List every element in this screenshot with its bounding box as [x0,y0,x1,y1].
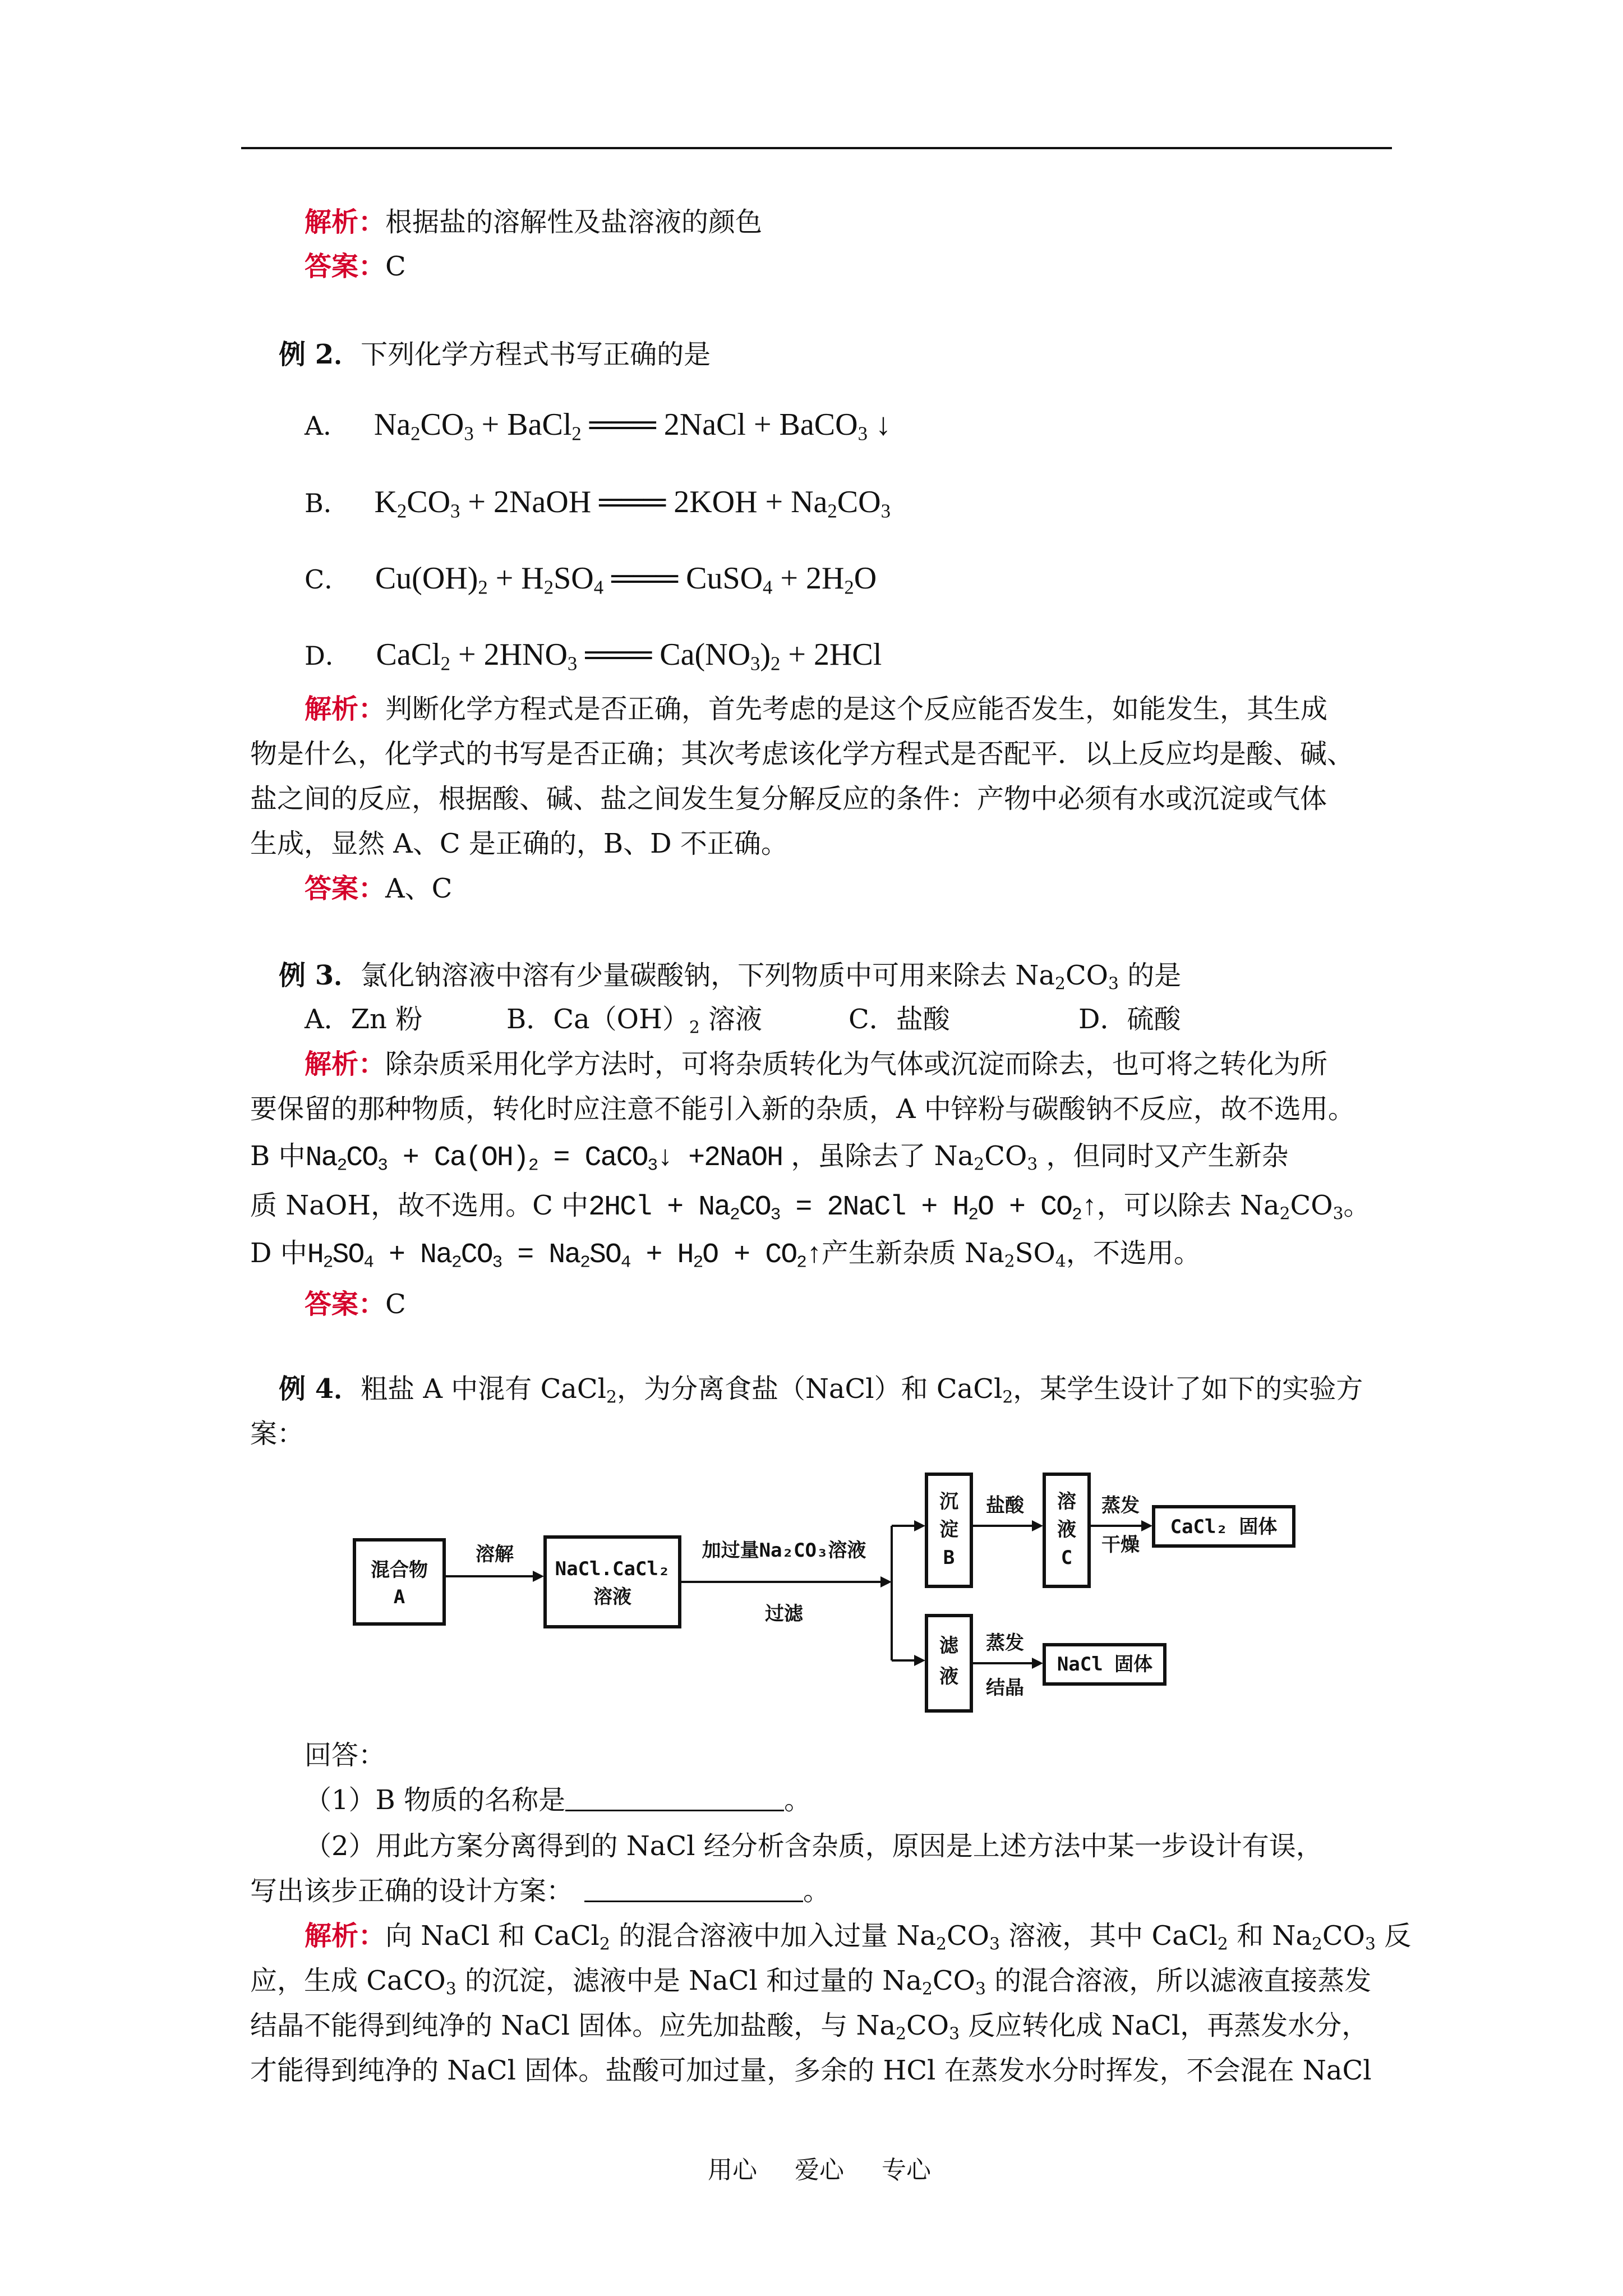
option-letter: A． [305,411,349,441]
ex3-analysis-line-2: 要保留的那种物质，转化时应注意不能引入新的杂质，A 中锌粉与碳酸钠不反应，故不选用。 [250,1093,1355,1125]
box-solution-line1: NaCl.CaCl₂ [555,1558,670,1580]
ex4-analysis-line-2: 应，生成 CaCO$_3$ 的沉淀，滤液中是 NaCl 和过量的 $Na_2CO_3$ 的混合溶液，所以滤液直接蒸发 [250,1965,1372,1999]
analysis-label: 解析： [305,206,386,238]
ex2-analysis-line-2: 物是什么，化学式的书写是否正确；其次考虑该化学方程式是否配平．以上反应均是酸、碱、 [250,738,1354,770]
footer-word-1: 用心 [708,2156,757,2184]
example-3-question: 例 3．氯化钠溶液中溶有少量碳酸钠，下列物质中可用来除去 $Na_2CO_3$ 的是 [279,960,1182,994]
ex4-analysis-line-3: 结晶不能得到纯净的 NaCl 固体。应先加盐酸，与 $Na_2CO_3$ 反应转化成 NaCl，再蒸发水分， [250,2010,1369,2044]
label-dissolve: 溶解 [476,1543,514,1566]
q2-answer-blank[interactable] [584,1878,803,1902]
label-hcl: 盐酸 [986,1494,1024,1517]
ex4-analysis-line-4: 才能得到纯净的 NaCl 固体。盐酸可加过量，多余的 HCl 在蒸发水分时挥发，不会混在 NaCl [250,2055,1372,2086]
ex3-options [305,1003,1181,1036]
label-filter: 过滤 [765,1603,803,1625]
ex3-answer: 答案：C [305,1289,406,1320]
ex4-q1: （1）B 物质的名称是 。 [305,1784,811,1816]
ex2-option-a [305,407,891,445]
footer-word-3: 专心 [882,2156,931,2184]
svg-text:液: 液 [939,1665,958,1688]
svg-text:蒸发: 蒸发 [1101,1494,1140,1517]
example-3-title: 例 3． [279,960,361,991]
analysis-label: 解析： [305,1920,386,1952]
svg-text:NaCl 固体: NaCl 固体 [1057,1653,1153,1676]
svg-text:滤: 滤 [939,1635,958,1657]
ex2-analysis-line-4: 生成，显然 A、C 是正确的，B、D 不正确。 [250,828,788,859]
ex3-analysis-line-1: 解析：除杂质采用化学方法时，可将杂质转化为气体或沉淀而除去，也可将之转化为所 [305,1048,1328,1080]
ex2-analysis-line-3: 盐之间的反应，根据酸、碱、盐之间发生复分解反应的条件：产物中必须有水或沉淀或气体 [250,783,1327,815]
ex4-reply: 回答： [305,1740,386,1771]
ex2-option-d [305,637,882,675]
ex3-analysis-line-3: B 中$Na_2CO_3 + Ca(OH)_2$ = CaCO$_3$↓ +2NaOH ，虽除去了 $Na_2CO_3$ ，但同时又产生新杂 [250,1140,1289,1176]
example-4-question: 例 4．粗盐 A 中混有 CaCl$_2$，为分离食盐（NaCl）和 CaCl$_2$，某学生设计了如下的实验方 [279,1373,1363,1407]
svg-text:B: B [943,1547,955,1569]
box-mixture-a [354,1540,444,1624]
svg-text:C: C [1061,1547,1073,1569]
ex3-option-a: A．Zn 粉 [305,1004,423,1035]
svg-text:液: 液 [1057,1519,1076,1541]
analysis-label: 解析： [305,693,386,725]
top-analysis-text: 根据盐的溶解性及盐溶液的颜色 [385,206,763,238]
q1-answer-blank[interactable] [565,1787,784,1811]
svg-text:溶: 溶 [1057,1490,1076,1513]
analysis-label: 解析： [305,1048,386,1080]
svg-text:干燥: 干燥 [1101,1534,1140,1556]
box-filtrate [926,1616,971,1711]
ex3-option-d: D．硫酸 [1078,1004,1181,1035]
svg-text:沉: 沉 [939,1490,958,1513]
box-mixture-a-line1: 混合物 [371,1559,428,1581]
separation-flow-diagram [348,1464,1301,1728]
option-equation: $Na_2CO_3$ + BaCl$_2$ ═══ 2NaCl + BaCO$_3$ ↓ [374,407,891,445]
ex2-answer: 答案：A、C [305,873,453,904]
box-mixture-a-line2: A [393,1586,405,1608]
example-4-question-line-2: 案： [250,1418,305,1450]
option-equation: CaCl$_2$ + $2HNO_3$ ═══ $Ca(NO_3)_2 + 2HCl$ [376,637,882,675]
header-rule [241,147,1392,149]
option-letter: D． [305,641,351,671]
option-equation: $K_2CO_3$ + 2NaOH ═══ $2KOH + Na_2CO_3$ [374,485,891,522]
answer-label: 答案： [305,873,386,904]
ex4-q2-line-1: （2）用此方案分离得到的 NaCl 经分析含杂质，原因是上述方法中某一步设计有误， [305,1830,1323,1862]
svg-text:CaCl₂ 固体: CaCl₂ 固体 [1170,1516,1278,1538]
answer-label: 答案： [305,1289,386,1320]
top-answer-text: C [385,251,406,282]
ex2-analysis-line-1: 解析：判断化学方程式是否正确，首先考虑的是这个反应能否发生，如能发生，其生成 [305,693,1328,725]
ex3-option-c: C．盐酸 [849,1004,950,1035]
svg-text:蒸发: 蒸发 [986,1632,1024,1654]
option-letter: B． [305,488,349,518]
example-2-title: 例 2． [279,339,361,370]
example-2-question [279,338,711,371]
label-add-na2co3: 加过量Na₂CO₃溶液 [702,1539,866,1562]
ex4-analysis-line-1: 解析：向 NaCl 和 CaCl$_2$ 的混合溶液中加入过量 $Na_2CO_3$ 溶液，其中 CaCl$_2$ 和 $Na_2CO_3$ 反 [305,1920,1412,1954]
ex2-option-c [305,561,877,599]
ex4-q2-line-2: 写出该步正确的设计方案： 。 [250,1875,831,1907]
option-equation: $Cu(OH)_2 + H_2SO_4$ ═══ CuSO$_4$ + $2H_2O$ [375,561,877,599]
svg-text:结晶: 结晶 [986,1677,1024,1699]
example-2-question-text: 下列化学方程式书写正确的是 [361,339,711,370]
example-4-title: 例 4． [279,1373,361,1405]
answer-label: 答案： [305,251,386,282]
top-answer [305,250,406,283]
option-letter: C． [305,564,351,595]
footer-word-2: 爱心 [795,2156,844,2184]
ex3-option-b: B．$Ca(OH)_2$ 溶液 [506,1004,763,1038]
svg-text:淀: 淀 [939,1519,958,1541]
ex3-analysis-line-5: D 中$H_2SO_4 + Na_2CO_3 = Na_2SO_4 + H_2O$ + $CO_2↑$产生新杂质 $Na_2SO_4$，不选用。 [250,1237,1201,1273]
top-analysis [305,206,762,238]
ex3-analysis-line-4: 质 NaOH，故不选用。C 中$2HCl + Na_2CO_3$ = 2NaCl + $H_2O$ + $CO_2↑$，可以除去 $Na_2CO_3$。 [250,1190,1371,1225]
ex2-option-b [305,485,891,522]
box-nacl-cacl2-solution [545,1537,680,1627]
box-solution-line2: 溶液 [593,1586,631,1608]
